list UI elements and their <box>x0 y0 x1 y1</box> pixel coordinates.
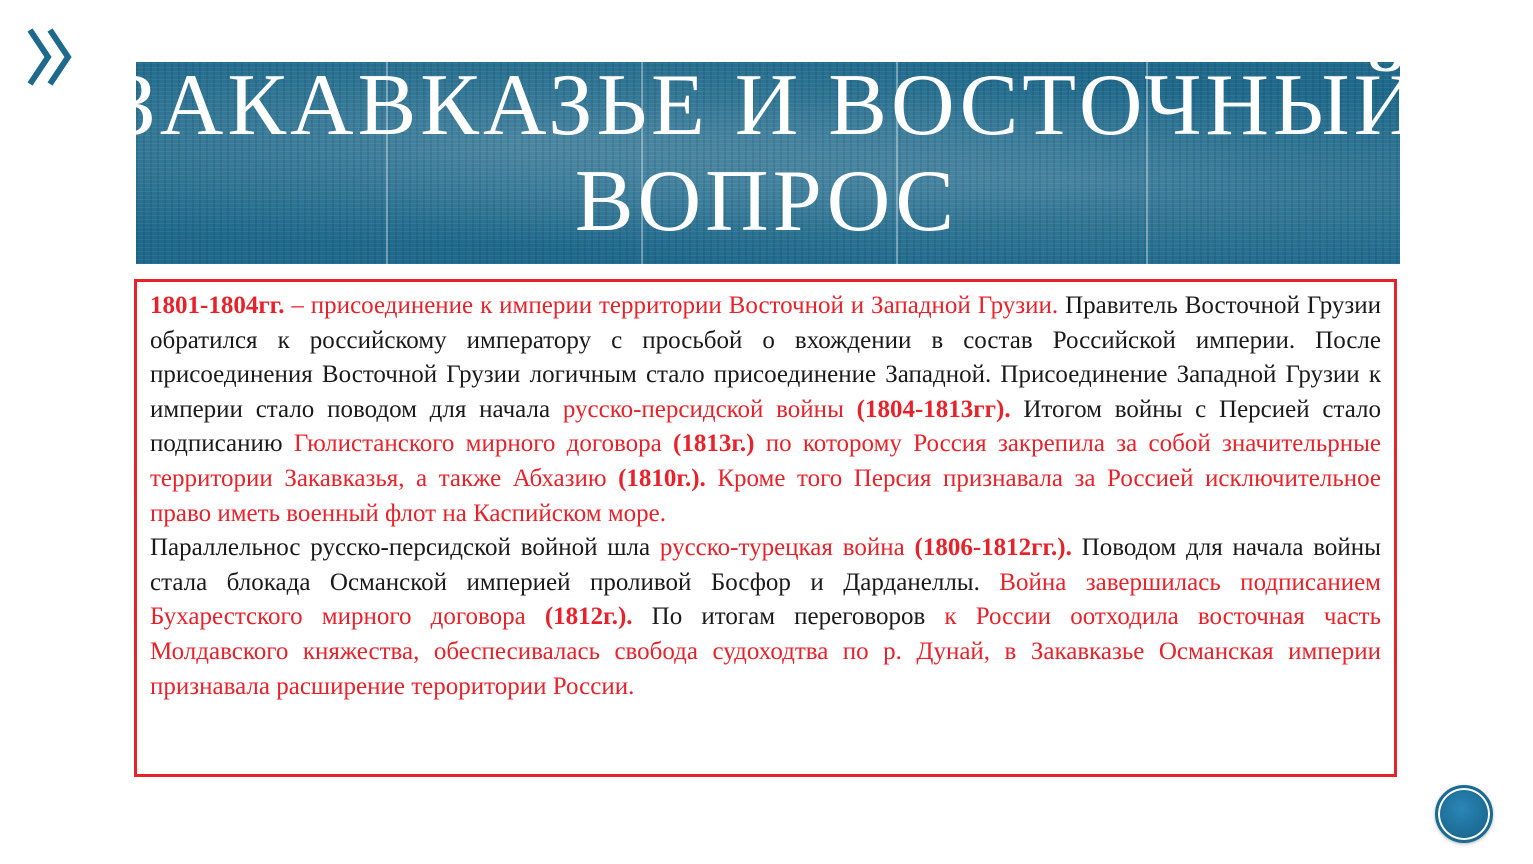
text-span: по которому Россия закрепила за собой значительрные территории Закавказья, а также Абхазию <box>150 430 1381 492</box>
slide-title: ЗАКАВКАЗЬЕ И ВОСТОЧНЫЙ ВОПРОС <box>111 57 1422 250</box>
paragraph-1 <box>150 289 1381 531</box>
text-span: По итогам переговоров <box>632 603 945 631</box>
circle-button-icon[interactable] <box>1435 785 1493 843</box>
text-span: (1804-1813гг). <box>843 395 1011 423</box>
content-box <box>134 279 1397 777</box>
text-span: русско-персидской войны <box>562 395 844 423</box>
text-span: Поводом для начала войны стала блокада Османской империей проливой Босфор и Дарданеллы. <box>150 534 1381 596</box>
text-span: русско-турецкая война <box>659 534 905 562</box>
text-span: Итогом войны с Персией стало подписанию <box>150 395 1381 458</box>
paragraph-2 <box>150 531 1381 704</box>
text-span: Правитель Восточной Грузии обратился к российскому императору с просьбой о вхождении в состав Российской империи. После присоединения Восточной Грузии логичным стало присоединение Западной. Присоединение Западной Грузии к империи стало поводом для начала <box>150 292 1381 423</box>
content-text <box>150 289 1381 704</box>
text-span: – присоединение к империи территории Восточной и Западной Грузии. <box>284 292 1059 319</box>
text-span: к России оотходила восточная часть Молдавского княжества, обеспесивалась свобода судоходтва по р. Дунай, в Закавказье Османская империи признавала расширение тероритории России. <box>150 603 1381 700</box>
text-span: Война завершилась подписанием Бухарестского мирного договора <box>150 568 1381 631</box>
text-span: Кроме того Персия признавала за Россией исключительное право иметь военный флот на Каспийском море. <box>150 464 1382 527</box>
text-span: (1806-1812гг.). <box>904 534 1072 562</box>
text-span: 1801-1804гг. <box>150 292 285 319</box>
text-span: (1813г.) <box>661 430 755 458</box>
text-span: Параллельнос русско-персидской войной шла <box>150 534 660 562</box>
text-span: (1810г.). <box>618 464 706 492</box>
text-span: (1812г.). <box>525 603 633 631</box>
text-span: Гюлистанского мирного договора <box>293 430 662 458</box>
